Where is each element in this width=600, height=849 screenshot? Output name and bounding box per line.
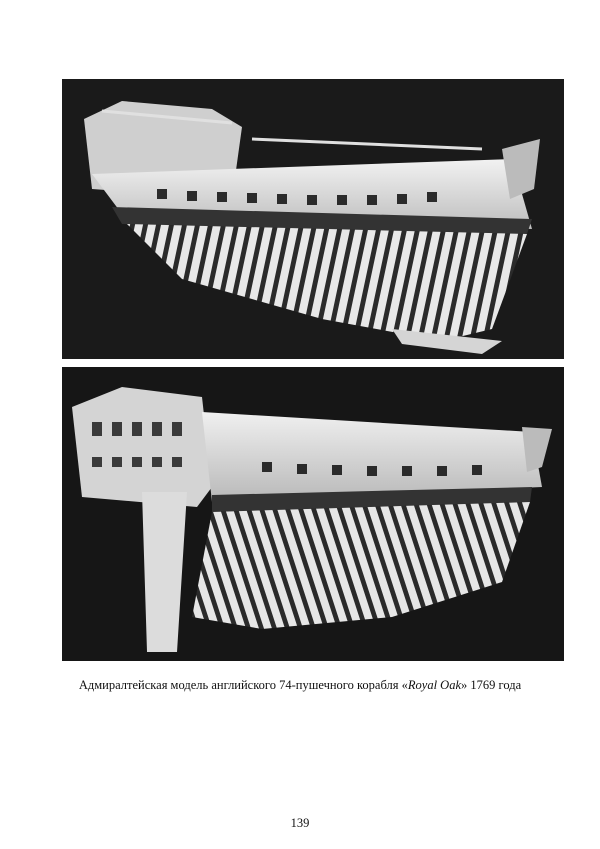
page-number: 139 xyxy=(290,816,310,830)
caption-text-start: Адмиралтейская модель английского 74-пушечного корабля « xyxy=(78,678,408,692)
caption-ship-name: Royal Oak xyxy=(407,678,461,692)
ship-model-bow-view-image xyxy=(62,79,564,359)
ship-model-stern-view-image xyxy=(62,367,564,661)
ship-model-photo-top xyxy=(62,79,564,359)
figure-caption xyxy=(0,677,600,693)
caption-text-end: » 1769 года xyxy=(461,678,522,692)
ship-model-photo-bottom xyxy=(62,367,564,661)
